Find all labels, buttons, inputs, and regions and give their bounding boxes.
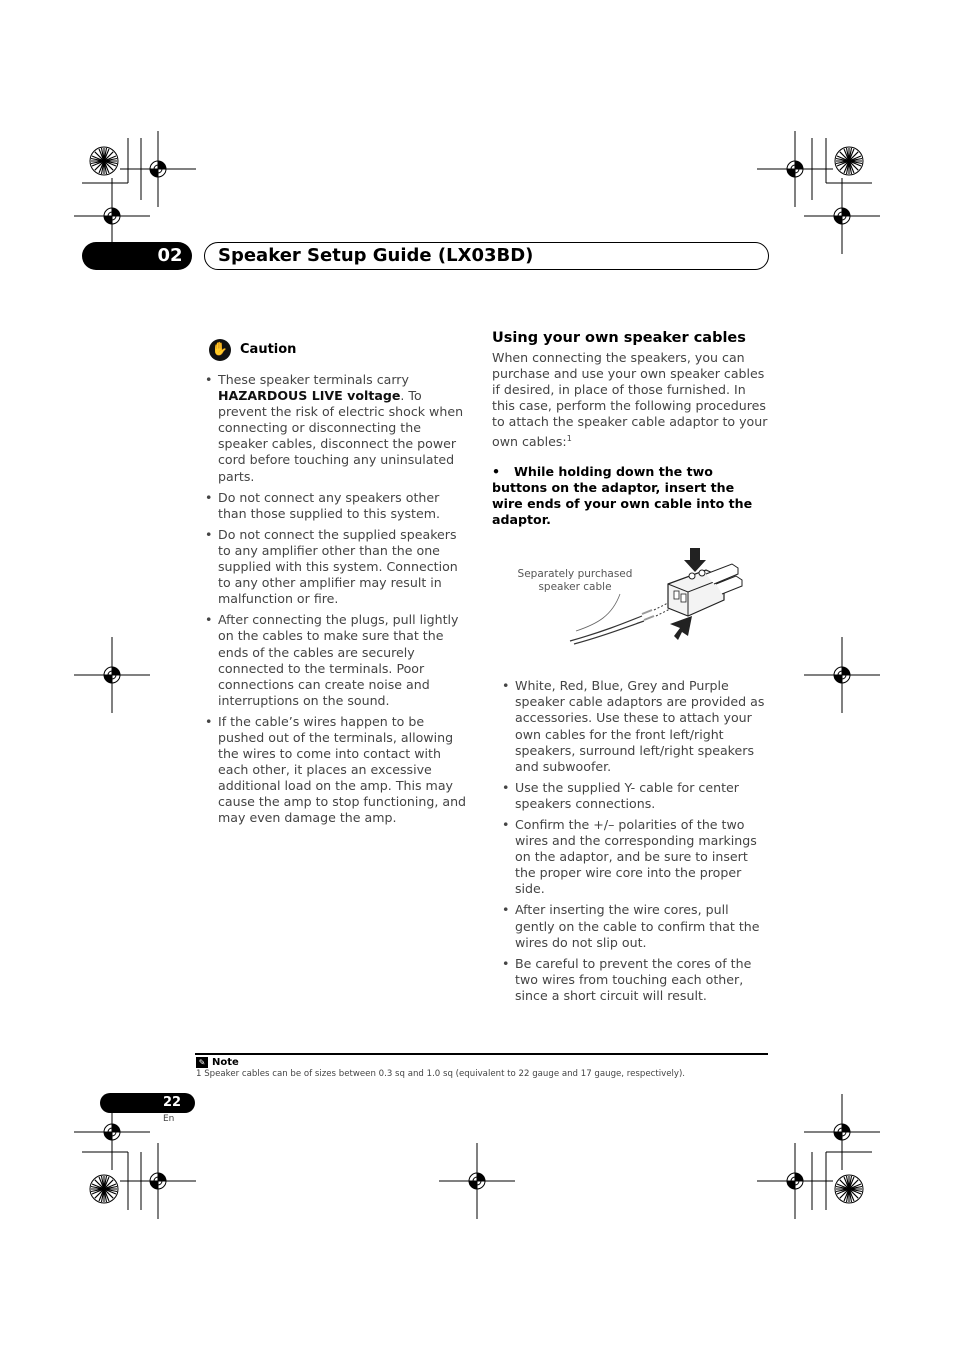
caution-item: • These speaker terminals carry HAZARDOUS LIVE voltage. To prevent the risk of electric shock when connecting or disconnecting the speaker cables, disconnect the power cord before touching any uninsulated parts. xyxy=(205,372,470,485)
list-item: • White, Red, Blue, Grey and Purple speaker cable adaptors are provided as accessories. Use these to attach your own cables for the front left/right speakers, surround left/right speakers and subwoofer. xyxy=(502,678,768,775)
adaptor-drawing xyxy=(492,544,768,662)
note-divider xyxy=(195,1053,768,1055)
section-heading: Using your own speaker cables xyxy=(492,330,746,346)
chapter-number: 02 xyxy=(157,245,183,266)
adaptor-notes-list xyxy=(502,678,768,1004)
own-cables-section xyxy=(492,330,768,1009)
note-heading: ✎ Note xyxy=(196,1057,239,1068)
caution-heading xyxy=(209,338,470,362)
list-item: • Confirm the +/– polarities of the two wires and the corresponding markings on the adaptor, and be sure to insert the proper wire core into the proper side. xyxy=(502,817,768,897)
footnote-ref: 1 xyxy=(566,433,572,443)
caution-item: • Do not connect any speakers other than those supplied to this system. xyxy=(205,490,470,522)
list-item: • Use the supplied Y- cable for center speakers connections. xyxy=(502,780,768,812)
caution-label: Caution xyxy=(240,341,297,357)
page-number: 22 xyxy=(162,1095,182,1110)
caution-hand-icon: ✋ xyxy=(209,339,231,361)
footnote-text: 1 Speaker cables can be of sizes between 0.3 sq and 1.0 sq (equivalent to 22 gauge and 17 gauge, respectively). xyxy=(196,1069,686,1079)
caution-item: • If the cable’s wires happen to be pushed out of the terminals, allowing the wires to come into contact with each other, it places an excessive additional load on the amp. This may cause the amp to stop functioning, and may even damage the amp. xyxy=(205,714,470,827)
page-language: En xyxy=(163,1114,175,1124)
chapter-title: Speaker Setup Guide (LX03BD) xyxy=(218,245,534,266)
caution-item: • After connecting the plugs, pull lightly on the cables to make sure that the ends of the cables are securely connected to the terminals. Poor connections can create noise and interruptions on the sound. xyxy=(205,612,470,709)
list-item: • After inserting the wire cores, pull gently on the cable to confirm that the wires do not slip out. xyxy=(502,902,768,950)
instruction-step: • While holding down the two buttons on the adaptor, insert the wire ends of your own cable into the adaptor. xyxy=(492,463,753,528)
caution-item: • Do not connect the supplied speakers to any amplifier other than the one supplied with this system. Connection to any other amplifier may result in malfunction or fire. xyxy=(205,527,470,607)
caution-section xyxy=(205,338,470,832)
hazard-emphasis: HAZARDOUS LIVE voltage xyxy=(218,388,401,404)
adaptor-illustration xyxy=(492,544,768,662)
caution-list xyxy=(205,372,470,827)
section-intro: When connecting the speakers, you can purchase and use your own speaker cables if desired, in place of those furnished. In this case, perform the following procedures to attach the speaker cable adaptor to your own cables:$^1$ xyxy=(492,350,768,449)
figure-label: Separately purchased speaker cable xyxy=(517,568,633,594)
list-item: • Be careful to prevent the cores of the two wires from touching each other, since a short circuit will result. xyxy=(502,956,768,1004)
pencil-icon: ✎ xyxy=(196,1057,208,1068)
